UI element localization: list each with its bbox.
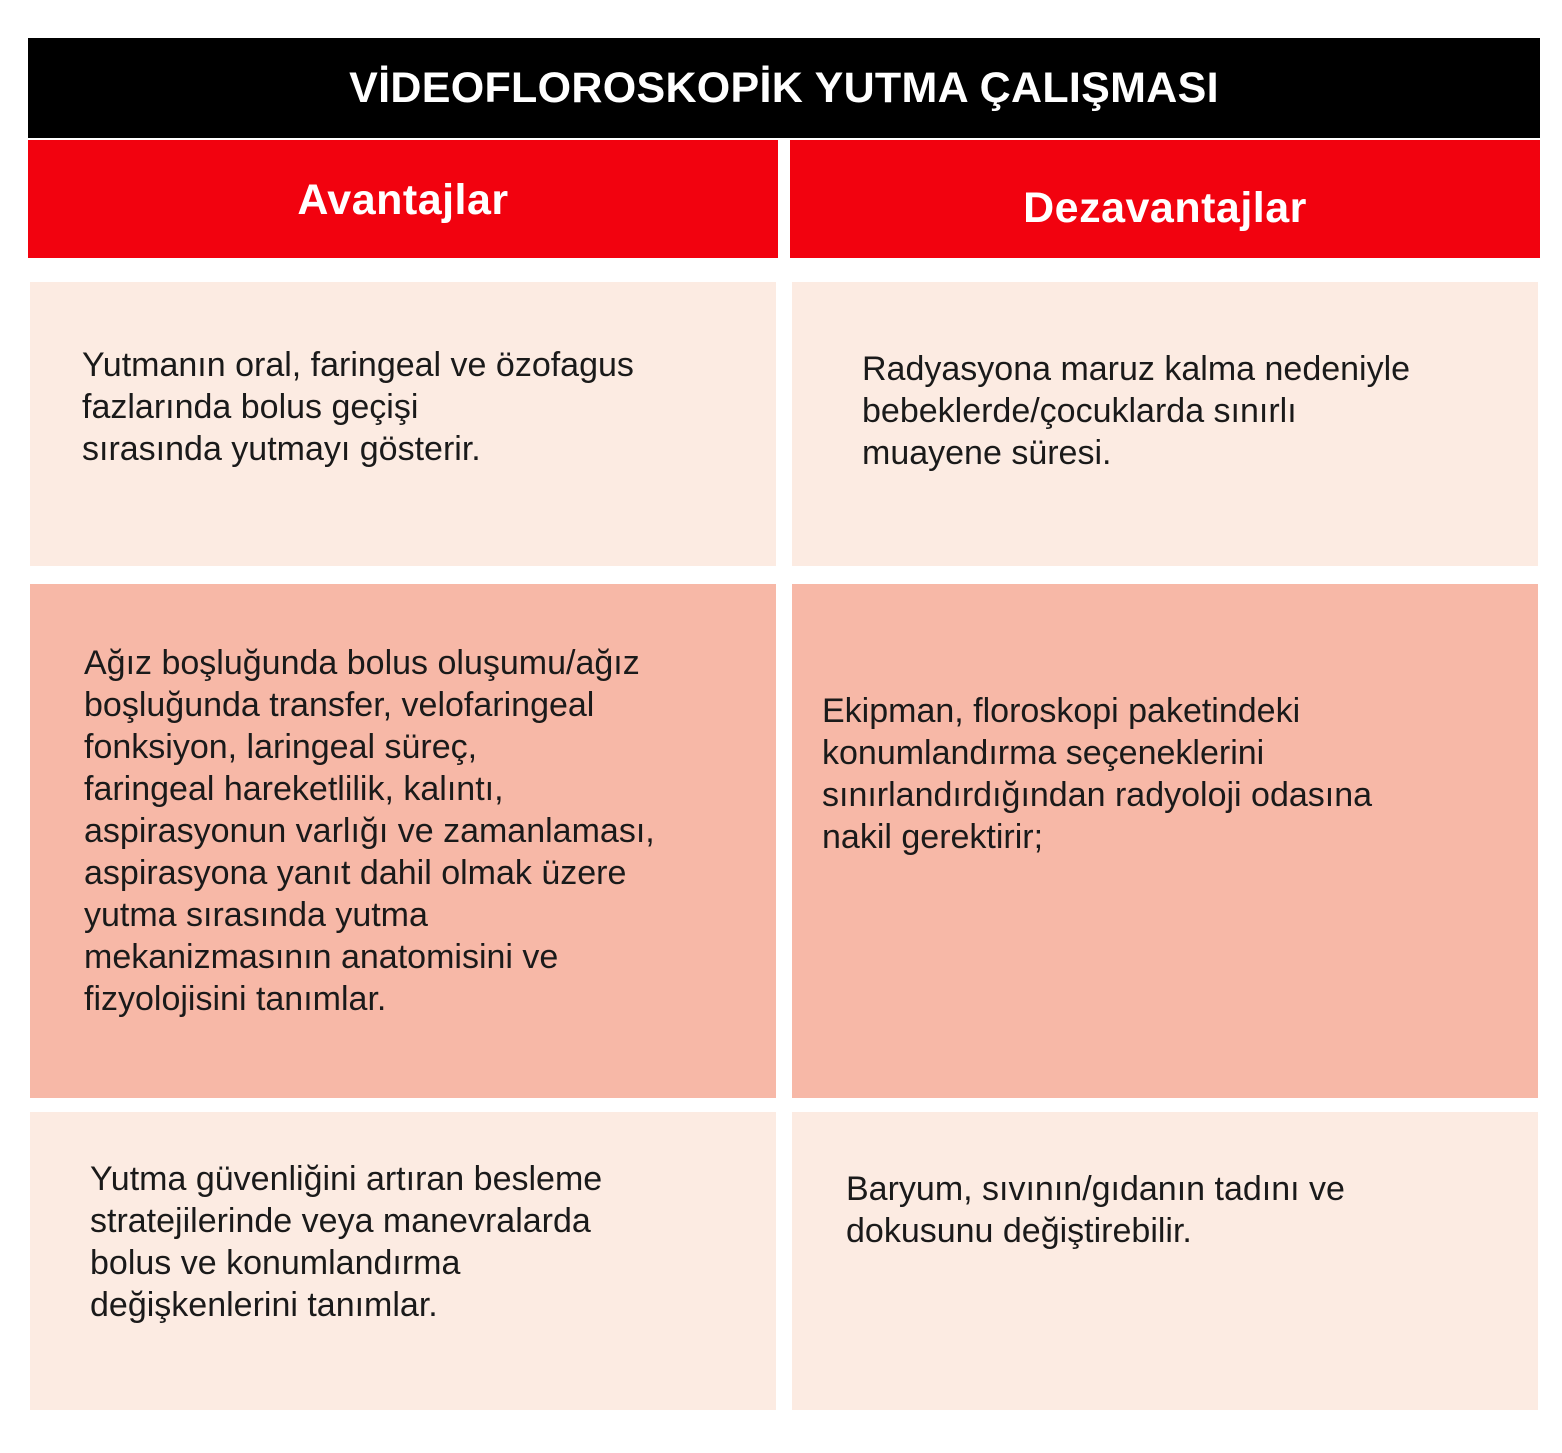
header-disadvantages: Dezavantajlar bbox=[790, 140, 1540, 258]
row-1-advantage-cell bbox=[30, 282, 776, 566]
row-1-disadvantage-cell bbox=[792, 282, 1538, 566]
table-title: VİDEOFLOROSKOPİK YUTMA ÇALIŞMASI bbox=[28, 38, 1540, 138]
row-3-disadvantage-text: Baryum, sıvının/gıdanın tadını ve dokusunu değiştirebilir. bbox=[846, 1170, 1345, 1250]
row-2-disadvantage-cell bbox=[792, 584, 1538, 1098]
row-3-advantage-cell bbox=[30, 1112, 776, 1410]
row-1-advantage-text: Yutmanın oral, faringeal ve özofagus fazlarında bolus geçişi sırasında yutmayı gösterir. bbox=[82, 346, 634, 468]
row-1-disadvantage-text: Radyasyona maruz kalma nedeniyle bebeklerde/çocuklarda sınırlı muayene süresi. bbox=[862, 350, 1411, 472]
row-2-advantage-cell bbox=[30, 584, 776, 1098]
header-advantages: Avantajlar bbox=[28, 140, 778, 258]
row-3-advantage-text: Yutma güvenliğini artıran besleme stratejilerinde veya manevralarda bolus ve konumlandırma değişkenlerini tanımlar. bbox=[90, 1160, 603, 1324]
row-2-disadvantage-text: Ekipman, floroskopi paketindeki konumlandırma seçeneklerini sınırlandırdığından radyoloji odasına nakil gerektirir; bbox=[822, 692, 1373, 856]
row-3-disadvantage-cell bbox=[792, 1112, 1538, 1410]
row-2-advantage-text: Ağız boşluğunda bolus oluşumu/ağız boşluğunda transfer, velofaringeal fonksiyon, laringeal süreç, faringeal hareketlilik, kalıntı, aspirasyonun varlığı ve zamanlaması, aspirasyona yanıt dahil olmak üzere yutma sırasında yutma mekanizmasının anatomisini ve fizyolojisini tanımlar. bbox=[84, 644, 655, 1018]
